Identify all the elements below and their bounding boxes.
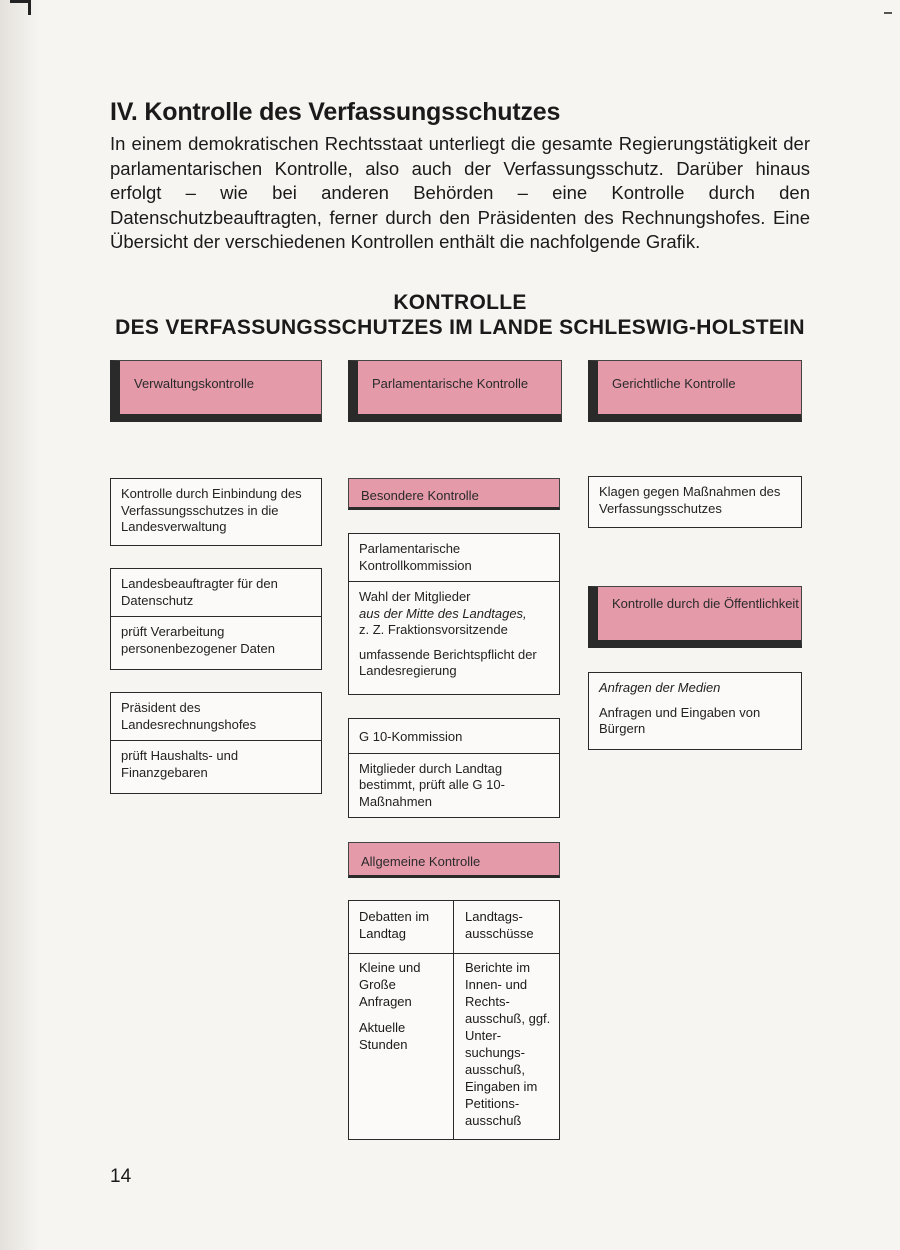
box-einbindung xyxy=(110,478,322,546)
einbindung-text: Kontrolle durch Einbindung des Verfassungsschutzes in die Landesverwaltung xyxy=(121,486,302,534)
box-g10-kommission xyxy=(348,718,560,818)
box-anfragen-oeffentlichkeit xyxy=(588,672,802,750)
besondere-kontrolle-label: Besondere Kontrolle xyxy=(361,488,479,503)
page-number: 14 xyxy=(110,1166,132,1187)
intro-paragraph: In einem demokratischen Rechtsstaat unterliegt die gesamte Regierungstätigkeit der parlamentarischen Kontrolle, also auch der Verfassungsschutz. Darüber hinaus erfolgt – wie bei anderen Behörden – eine Kontrolle durch den Datenschutzbeauftragten, ferner durch den Präsidenten des Rechnungshofes. Eine Übersicht der verschiedenen Kontrollen enthält die nachfolgende Grafik. xyxy=(110,133,810,253)
g10-title: G 10-Kommission xyxy=(359,729,463,744)
header-kontrolle-oeffentlichkeit xyxy=(588,586,802,648)
chart-title-line2: DES VERFASSUNGSSCHUTZES IM LANDE SCHLESWIG-HOLSTEIN xyxy=(115,316,805,339)
grid-divider-horizontal xyxy=(349,953,559,954)
pkk-bericht: umfassende Berichtspflicht der Landesregierung xyxy=(359,646,537,678)
header-parlamentarische-kontrolle xyxy=(348,360,562,422)
pkk-wahl-line2: aus der Mitte des Landtages, xyxy=(359,605,527,621)
g10-text: Mitglieder durch Landtag bestimmt, prüft alle G 10-Maßnahmen xyxy=(349,753,559,818)
box-klagen xyxy=(588,476,802,528)
allgemeine-kontrolle-label: Allgemeine Kontrolle xyxy=(361,854,481,869)
chart-title-line1: KONTROLLE xyxy=(393,291,527,314)
pkk-wahl-line3: z. Z. Fraktionsvorsitzende xyxy=(359,622,508,637)
header-gerichtliche-kontrolle-label: Gerichtliche Kontrolle xyxy=(612,376,736,391)
datenschutz-title: Landesbeauftragter für den Datenschutz xyxy=(121,576,278,608)
rechnungshof-title: Präsident des Landesrechnungshofes xyxy=(121,700,257,732)
oeffentlichkeit-label: Kontrolle durch die Öffentlichkeit xyxy=(612,596,799,611)
scan-edge xyxy=(0,0,40,1250)
pkk-wahl xyxy=(349,581,559,643)
berichte-text: Berichte im Innen- und Rechts-ausschuß, ggf. Unter-suchungs-ausschuß, Eingaben im Petitions-ausschuß xyxy=(465,960,551,1128)
grid-divider-vertical xyxy=(453,901,454,1139)
pkk-title: Parlamentarische Kontrollkommission xyxy=(359,541,472,573)
header-besondere-kontrolle xyxy=(348,478,560,510)
header-parlamentarische-kontrolle-label: Parlamentarische Kontrolle xyxy=(372,376,529,391)
klagen-text: Klagen gegen Maßnahmen des Verfassungsschutzes xyxy=(599,484,781,516)
crop-mark xyxy=(10,0,31,15)
box-rechnungshof xyxy=(110,692,322,794)
header-verwaltungskontrolle xyxy=(110,360,322,422)
pkk-wahl-line1: Wahl der Mitglieder xyxy=(359,589,471,604)
rechnungshof-text: prüft Haushalts- und Finanzgebaren xyxy=(111,740,321,788)
ausschuesse-text: Landtags-ausschüsse xyxy=(465,909,534,941)
allgemeine-kontrolle-grid xyxy=(348,900,560,1140)
aktuelle-stunden-text: Aktuelle Stunden xyxy=(359,1020,408,1052)
chart-title xyxy=(100,290,820,340)
header-allgemeine-kontrolle xyxy=(348,842,560,878)
anfragen-text: Kleine und Große Anfragen xyxy=(359,960,421,1009)
section-heading: IV. Kontrolle des Verfassungsschutzes xyxy=(110,98,561,126)
debatten-text: Debatten im Landtag xyxy=(359,909,430,941)
box-kontrollkommission xyxy=(348,533,560,695)
header-verwaltungskontrolle-label: Verwaltungskontrolle xyxy=(134,376,254,391)
crop-mark-right xyxy=(884,12,892,14)
datenschutz-text: prüft Verarbeitung personenbezogener Daten xyxy=(111,616,321,664)
medien-text: Anfragen der Medien xyxy=(599,680,721,695)
buerger-text: Anfragen und Eingaben von Bürgern xyxy=(599,704,761,736)
box-datenschutz xyxy=(110,568,322,670)
header-gerichtliche-kontrolle xyxy=(588,360,802,422)
